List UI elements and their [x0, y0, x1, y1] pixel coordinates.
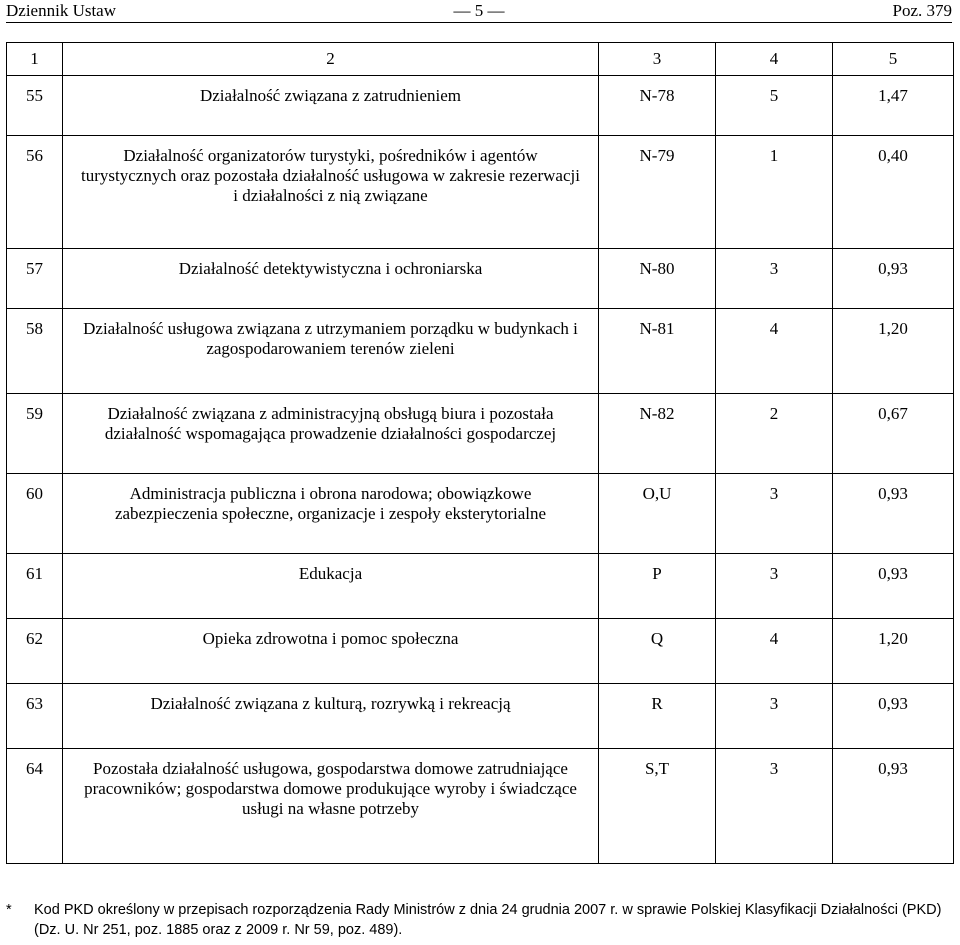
footnote-text: Kod PKD określony w przepisach rozporządzenia Rady Ministrów z dnia 24 grudnia 2007 r. w sprawie Polskiej Klasyfikacji Działalności (PKD) (Dz. U. Nr 251, poz. 1885 oraz z 2009 r. Nr 59, poz. 489). [34, 902, 942, 938]
row-rate: 0,67 [878, 404, 908, 423]
position-number: Poz. 379 [892, 1, 952, 20]
table-row [7, 249, 954, 309]
row-rate: 0,93 [878, 259, 908, 278]
row-description: Edukacja [298, 564, 363, 583]
footnote-marker: * [6, 902, 12, 918]
row-description: Pozostała działalność usługowa, gospodarstwa domowe zatrudniające pracowników; gospodarstwa domowe produkujące wyroby i świadczące usługi na własne potrzeby [84, 759, 577, 818]
table-row [7, 554, 954, 619]
table-row [7, 394, 954, 474]
row-pkd-code: Q [650, 629, 664, 648]
row-description: Administracja publiczna i obrona narodowa; obowiązkowe zabezpieczenia społeczne, organizacje i zespoły eksterytorialne [114, 484, 547, 523]
row-pkd-code: N-81 [639, 319, 675, 338]
page-number: — 5 — [453, 1, 505, 20]
rates-table [6, 42, 954, 864]
row-risk-group: 1 [769, 146, 779, 165]
row-number: 60 [26, 484, 43, 503]
row-description: Działalność związana z zatrudnieniem [199, 86, 461, 105]
row-number: 63 [26, 694, 43, 713]
column-number: 5 [833, 43, 954, 76]
row-risk-group: 4 [769, 319, 779, 338]
row-number: 56 [26, 146, 43, 165]
row-pkd-code: P [652, 564, 662, 583]
table-row [7, 619, 954, 684]
column-number: 2 [63, 43, 599, 76]
row-risk-group: 4 [769, 629, 779, 648]
header-divider [6, 22, 952, 23]
row-number: 59 [26, 404, 43, 423]
row-description: Działalność detektywistyczna i ochroniarska [178, 259, 483, 278]
row-description: Działalność związana z administracyjną obsługą biura i pozostała działalność wspomagająca prowadzenie działalności gospodarczej [104, 404, 557, 443]
table-row [7, 76, 954, 136]
table-row [7, 684, 954, 749]
page-header [6, 0, 952, 22]
row-rate: 0,93 [878, 564, 908, 583]
row-pkd-code: N-79 [639, 146, 675, 165]
row-risk-group: 3 [769, 759, 779, 778]
row-number: 55 [26, 86, 43, 105]
row-number: 58 [26, 319, 43, 338]
row-rate: 0,40 [878, 146, 908, 165]
row-risk-group: 2 [769, 404, 779, 423]
row-description: Działalność usługowa związana z utrzymaniem porządku w budynkach i zagospodarowaniem terenów zieleni [83, 319, 578, 358]
column-number: 4 [716, 43, 833, 76]
row-rate: 0,93 [878, 759, 908, 778]
row-pkd-code: N-78 [639, 86, 675, 105]
row-number: 64 [26, 759, 43, 778]
row-rate: 0,93 [878, 484, 908, 503]
row-risk-group: 3 [769, 564, 779, 583]
column-number: 3 [599, 43, 716, 76]
row-pkd-code: O,U [642, 484, 672, 503]
row-rate: 1,20 [878, 319, 908, 338]
table-row [7, 749, 954, 864]
row-description: Opieka zdrowotna i pomoc społeczna [202, 629, 459, 648]
row-number: 62 [26, 629, 43, 648]
column-number: 1 [7, 43, 63, 76]
row-risk-group: 3 [769, 694, 779, 713]
row-risk-group: 5 [769, 86, 779, 105]
row-rate: 1,47 [878, 86, 908, 105]
row-description: Działalność związana z kulturą, rozrywką i rekreacją [150, 694, 511, 713]
row-pkd-code: S,T [644, 759, 670, 778]
table-row [7, 309, 954, 394]
table-row [7, 474, 954, 554]
row-rate: 1,20 [878, 629, 908, 648]
row-risk-group: 3 [769, 259, 779, 278]
footnote [6, 900, 952, 940]
row-number: 61 [26, 564, 43, 583]
row-risk-group: 3 [769, 484, 779, 503]
journal-title: Dziennik Ustaw [6, 1, 117, 20]
row-pkd-code: N-80 [639, 259, 675, 278]
table-row [7, 136, 954, 249]
row-description: Działalność organizatorów turystyki, pośredników i agentów turystycznych oraz pozostała działalność usługowa w zakresie rezerwacji i działalności z nią związane [81, 146, 580, 205]
row-pkd-code: R [651, 694, 663, 713]
column-number-row [7, 43, 954, 76]
row-rate: 0,93 [878, 694, 908, 713]
row-number: 57 [26, 259, 43, 278]
row-pkd-code: N-82 [639, 404, 675, 423]
